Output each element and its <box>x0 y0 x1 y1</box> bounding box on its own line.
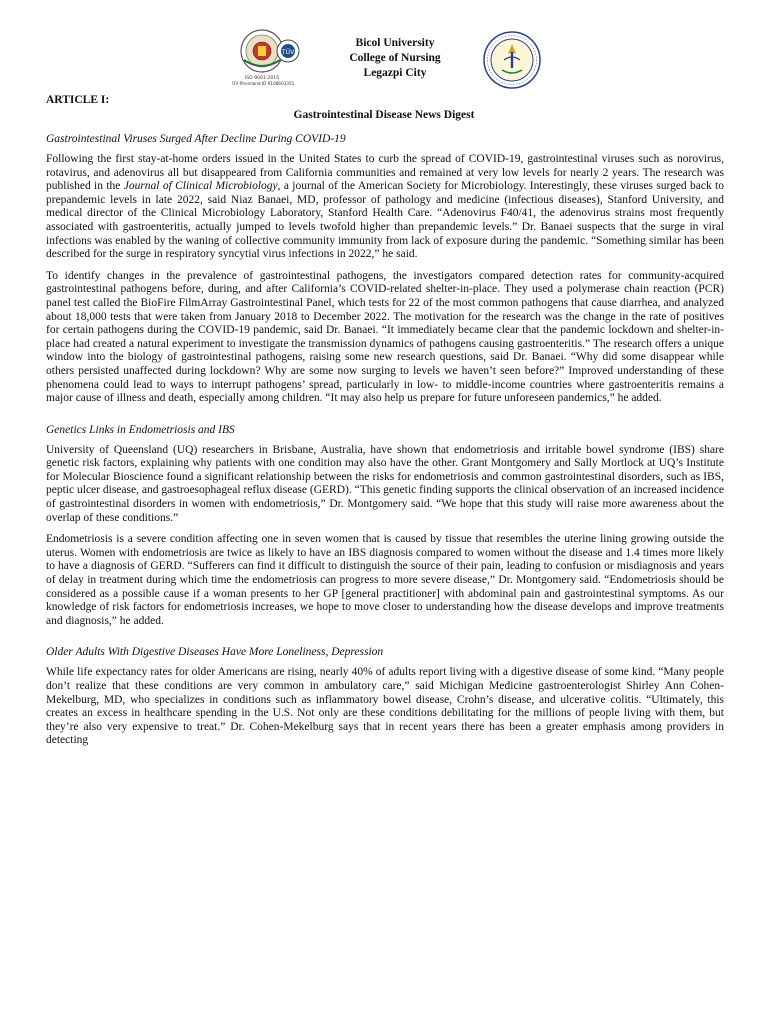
paragraph-text: , a journal of the American Society for Microbiology. Interestingly, these viruses surged back to prepandemic levels in late 2022, said Niaz Banaei, MD, professor of pathology and medicine (infectious diseases), Stanford University, and medical director of the Clinical Microbiology Laboratory, Stanford Health Care. “Adenovirus F40/41, the adenovirus strains most frequently associated with gastroenteritis, actually jumped to levels twofold higher than prepandemic levels.” Dr. Banaei suspects that the surge in viral infections was enabled by the waning of collective community immunity from lack of exposure during the pandemic. “Something similar has been described for the surge in respiratory syncytial virus infections in 2022,” he said. <box>46 180 724 261</box>
paragraph: While life expectancy rates for older Americans are rising, nearly 40% of adults report living with a digestive disease of some kind. “Many people don’t realize that these conditions are very common in ambulatory care,” said Michigan Medicine gastroenterologist Shirley Ann Cohen-Mekelburg, MD, who specializes in conditions such as inflammatory bowel disease, Crohn’s disease, and ulcerative colitis. “Ultimately, this creates an excess in healthcare spending in the U.S. Not only are these conditions debilitating for the millions of people living with them, but they’re also very expensive to treat.” Dr. Cohen-Mekelburg says that in recent years there has been a greater emphasis among providers in detecting <box>46 666 724 747</box>
college-of-nursing-seal-logo <box>482 30 542 90</box>
journal-name: Journal of Clinical Microbiology <box>123 180 278 193</box>
bicol-university-seal-logo <box>232 28 308 88</box>
paragraph: Endometriosis is a severe condition affecting one in seven women that is caused by tissue that resembles the uterine lining growing outside the uterus. Women with endometriosis are twice as likely to have an IBS diagnosis compared to women without the disease and 1.4 times more likely to have a diagnosis of GERD. “Sufferers can find it difficult to distinguish the source of their pain, leading to confusion or misdiagnosis and years of delay in treatment during which time the endometriosis can progress to more severe disease,” Dr. Montgomery said. “Endometriosis should be considered as a possible cause if a woman presents to her GP [general practitioner] with abdominal pain and gastrointestinal symptoms. As our knowledge of risk factors for endometriosis increases, we hope to move closer to understanding how the disease develops and improve treatments and diagnosis,” he added. <box>46 533 724 627</box>
letterhead <box>0 24 768 90</box>
university-name: Bicol University <box>355 37 435 49</box>
city-name: Legazpi City <box>363 67 427 79</box>
section-title-older-adults: Older Adults With Digestive Diseases Have More Loneliness, Depression <box>46 646 384 659</box>
article-body <box>46 132 724 756</box>
section-title-gi-viruses: Gastrointestinal Viruses Surged After Decline During COVID-19 <box>46 133 346 145</box>
article-label: ARTICLE I: <box>46 94 110 106</box>
digest-title: Gastrointestinal Disease News Digest <box>293 109 475 121</box>
svg-text:TÜV: TÜV <box>281 49 295 56</box>
paragraph-text: Following the first stay-at-home orders issued in the United States to curb the spread of COVID-19, gastrointestinal viruses such as norovirus, rotavirus, and adenovirus all but disappeared from California communities and remained at very low levels for nearly 2 years. The research was published in the <box>46 153 724 193</box>
paragraph: University of Queensland (UQ) researchers in Brisbane, Australia, have shown that endometriosis and irritable bowel syndrome (IBS) share genetic risk factors, explaining why patients with one condition may also have the other. Grant Montgomery and Sally Mortlock at UQ’s Institute for Molecular Bioscience found a significant relationship between the risks for endometriosis and common gastrointestinal disorders, such as IBS, peptic ulcer disease, and gastroesophageal reflux disease (GERD). “This genetic finding supports the clinical observation of an increased incidence of gastrointestinal disorders in women with endometriosis,” Dr. Montgomery said. “We hope that this study will raise more awareness about the overlap of these conditions.” <box>46 443 724 524</box>
iso-cert-line: ISO 9001:2015 <box>244 76 280 81</box>
college-name: College of Nursing <box>349 52 441 64</box>
institution-block <box>310 36 480 81</box>
paragraph: To identify changes in the prevalence of gastrointestinal pathogens, the investigators compared detection rates for community-acquired gastrointestinal pathogens before, during, and after California’s COVID-related shelter-in-place. They used a polymerase chain reaction (PCR) panel test called the BioFire FilmArray Gastrointestinal Panel, which tests for 22 of the most common pathogens that cause diarrhea, and analyzed about 18,000 tests that were taken from January 2018 to December 2022. The motivation for the research was the change in the rate of positives for certain pathogens during the COVID-19 pandemic, said Dr. Banaei. “It immediately became clear that the pandemic lockdown and shelter-in-place had created a natural experiment to investigate the transmission dynamics of pathogens causing gastroenteritis.” The research offers a unique window into the biology of gastrointestinal pathogens, raising some new research questions, said Dr. Banaei. “Why did some disappear while others persisted unaffected during lockdown? Why are some now surging to levels we haven’t seen before?” Improved understanding of these phenomena could lead to ways to interrupt pathogens’ spread, particularly in low- to middle-income countries where gastroenteritis remains a major cause of illness and death, especially among children. “It may also help us prepare for future unforeseen pandemics,” he added. <box>46 269 724 405</box>
tuv-cert-line: TÜV Rheinland ID 9108603351 <box>232 81 295 86</box>
paragraph <box>46 153 724 262</box>
section-title-endometriosis-ibs: Genetics Links in Endometriosis and IBS <box>46 423 235 436</box>
